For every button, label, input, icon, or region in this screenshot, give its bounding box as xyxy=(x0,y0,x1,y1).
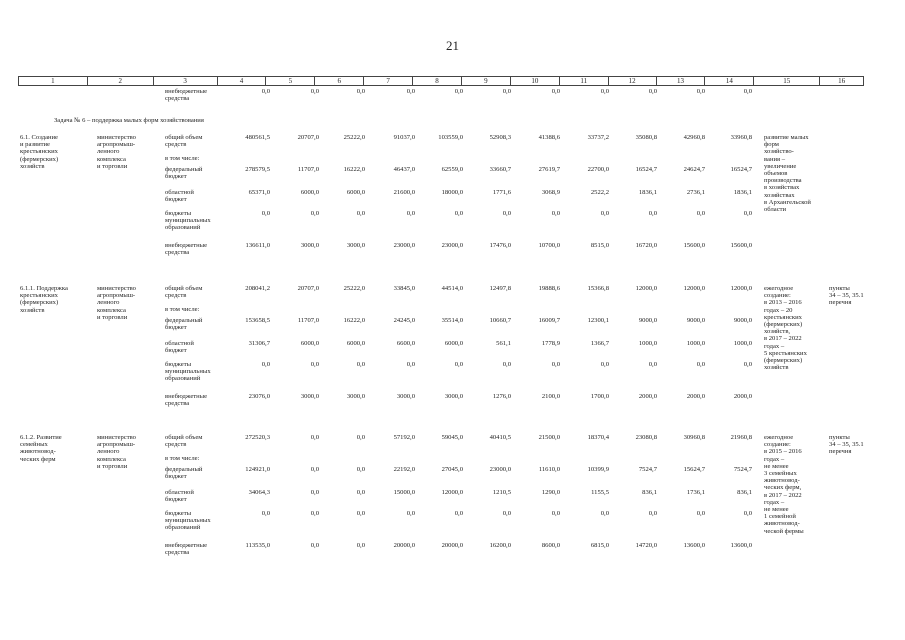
cell-value: 35080,8 xyxy=(635,134,657,141)
cell-value: 41388,6 xyxy=(538,134,560,141)
column-number-8: 8 xyxy=(413,77,462,85)
cell-value: 30960,8 xyxy=(683,434,705,441)
cell-value: 1290,0 xyxy=(541,489,560,496)
row-label: общий объем средств xyxy=(165,434,203,449)
cell-value: 25222,0 xyxy=(343,285,365,292)
cell-value: 1000,0 xyxy=(733,340,752,347)
cell-value: 25222,0 xyxy=(343,134,365,141)
cell-value: 16524,7 xyxy=(635,166,657,173)
cell-value: 62559,0 xyxy=(441,166,463,173)
cell-value: 9000,0 xyxy=(733,317,752,324)
cell-value: 136611,0 xyxy=(245,242,270,249)
cell-value: 23000,0 xyxy=(441,242,463,249)
cell-value: 16009,7 xyxy=(538,317,560,324)
cell-value: 278579,5 xyxy=(245,166,270,173)
cell-value: 3000,0 xyxy=(300,242,319,249)
section-refs: пункты 34 – 35, 35.1 перечня xyxy=(829,434,864,456)
cell-value: 15600,0 xyxy=(730,242,752,249)
cell-value: 113535,0 xyxy=(245,542,270,549)
cell-value: 0,0 xyxy=(454,510,463,517)
row-label: областной бюджет xyxy=(165,189,194,204)
row-label: областной бюджет xyxy=(165,340,194,355)
cell-value: 21960,8 xyxy=(730,434,752,441)
column-number-13: 13 xyxy=(657,77,706,85)
cell-value: 0,0 xyxy=(356,434,365,441)
cell-value: 18000,0 xyxy=(441,189,463,196)
row-label: общий объем средств xyxy=(165,134,203,149)
cell-value: 6000,0 xyxy=(444,340,463,347)
cell-value: 8515,0 xyxy=(590,242,609,249)
cell-value: 35514,0 xyxy=(441,317,463,324)
cell-value: 0,0 xyxy=(310,489,319,496)
cell-value: 0,0 xyxy=(551,210,560,217)
row-label: в том числе: xyxy=(165,306,200,313)
cell-value: 1778,9 xyxy=(541,340,560,347)
cell-value: 3000,0 xyxy=(346,242,365,249)
cell-value: 10700,0 xyxy=(538,242,560,249)
cell-value: 23000,0 xyxy=(393,242,415,249)
cell-value: 3000,0 xyxy=(396,393,415,400)
cell-value: 0,0 xyxy=(743,510,752,517)
cell-value: 0,0 xyxy=(743,88,752,95)
row-label: областной бюджет xyxy=(165,489,194,504)
cell-value: 20000,0 xyxy=(441,542,463,549)
cell-value: 1736,1 xyxy=(686,489,705,496)
cell-value: 0,0 xyxy=(551,361,560,368)
row-label: бюджеты муниципальных образований xyxy=(165,510,211,532)
cell-value: 0,0 xyxy=(454,88,463,95)
cell-value: 2000,0 xyxy=(686,393,705,400)
column-number-9: 9 xyxy=(462,77,511,85)
cell-value: 9000,0 xyxy=(638,317,657,324)
cell-value: 0,0 xyxy=(502,210,511,217)
section-result: ежегодное создание: в 2015 – 2016 годах – не менее 3 семейных животновод- ческих ферм, в 2017 – 2022 годах – не менее 1 семейной животновод- ческой фермы xyxy=(764,434,804,535)
row-label: внебюджетные средства xyxy=(165,88,208,103)
cell-value: 6000,0 xyxy=(346,340,365,347)
cell-value: 272520,3 xyxy=(245,434,270,441)
cell-value: 0,0 xyxy=(406,361,415,368)
cell-value: 0,0 xyxy=(648,361,657,368)
cell-value: 1000,0 xyxy=(686,340,705,347)
cell-value: 0,0 xyxy=(696,510,705,517)
cell-value: 0,0 xyxy=(406,88,415,95)
row-label: внебюджетные средства xyxy=(165,393,208,408)
cell-value: 27045,0 xyxy=(441,466,463,473)
cell-value: 16200,0 xyxy=(489,542,511,549)
section-executor: министерство агропромыш- ленного комплекса и торговли xyxy=(97,434,136,470)
cell-value: 12300,1 xyxy=(587,317,609,324)
cell-value: 0,0 xyxy=(356,361,365,368)
column-number-7: 7 xyxy=(364,77,413,85)
cell-value: 11610,0 xyxy=(538,466,560,473)
cell-value: 0,0 xyxy=(356,210,365,217)
cell-value: 6000,0 xyxy=(300,340,319,347)
column-number-11: 11 xyxy=(560,77,609,85)
cell-value: 0,0 xyxy=(356,542,365,549)
cell-value: 7524,7 xyxy=(638,466,657,473)
cell-value: 18370,4 xyxy=(587,434,609,441)
cell-value: 1700,0 xyxy=(590,393,609,400)
cell-value: 16222,0 xyxy=(343,166,365,173)
page-number: 21 xyxy=(446,38,459,53)
cell-value: 10399,9 xyxy=(587,466,609,473)
cell-value: 91037,0 xyxy=(393,134,415,141)
cell-value: 0,0 xyxy=(356,88,365,95)
column-number-10: 10 xyxy=(511,77,560,85)
cell-value: 2736,1 xyxy=(686,189,705,196)
cell-value: 0,0 xyxy=(696,88,705,95)
cell-value: 0,0 xyxy=(551,88,560,95)
column-number-6: 6 xyxy=(315,77,364,85)
cell-value: 21500,0 xyxy=(538,434,560,441)
cell-value: 23000,0 xyxy=(489,466,511,473)
cell-value: 52908,3 xyxy=(489,134,511,141)
cell-value: 19888,6 xyxy=(538,285,560,292)
column-header-row xyxy=(18,76,864,86)
cell-value: 15624,7 xyxy=(683,466,705,473)
section-name: 6.1.1. Поддержка крестьянских (фермерских) хозяйств xyxy=(20,285,68,314)
cell-value: 0,0 xyxy=(743,210,752,217)
column-number-4: 4 xyxy=(218,77,267,85)
cell-value: 59045,0 xyxy=(441,434,463,441)
section-refs: пункты 34 – 35, 35.1 перечня xyxy=(829,285,864,307)
cell-value: 3068,9 xyxy=(541,189,560,196)
cell-value: 3000,0 xyxy=(444,393,463,400)
cell-value: 12497,8 xyxy=(489,285,511,292)
cell-value: 15366,8 xyxy=(587,285,609,292)
cell-value: 0,0 xyxy=(310,434,319,441)
cell-value: 7524,7 xyxy=(733,466,752,473)
cell-value: 22192,0 xyxy=(393,466,415,473)
cell-value: 57192,0 xyxy=(393,434,415,441)
section-name: 6.1. Создание и развитие крестьянских (фермерских) хозяйств xyxy=(20,134,59,170)
cell-value: 8600,0 xyxy=(541,542,560,549)
cell-value: 124921,0 xyxy=(245,466,270,473)
row-label: внебюджетные средства xyxy=(165,542,208,557)
cell-value: 0,0 xyxy=(356,510,365,517)
cell-value: 0,0 xyxy=(743,361,752,368)
cell-value: 20707,0 xyxy=(297,285,319,292)
cell-value: 0,0 xyxy=(261,361,270,368)
cell-value: 6815,0 xyxy=(590,542,609,549)
cell-value: 1836,1 xyxy=(638,189,657,196)
row-label: федеральный бюджет xyxy=(165,466,203,481)
cell-value: 0,0 xyxy=(261,510,270,517)
cell-value: 1836,1 xyxy=(733,189,752,196)
cell-value: 0,0 xyxy=(406,210,415,217)
cell-value: 2522,2 xyxy=(590,189,609,196)
cell-value: 0,0 xyxy=(454,210,463,217)
cell-value: 40410,5 xyxy=(489,434,511,441)
cell-value: 0,0 xyxy=(310,510,319,517)
cell-value: 33660,7 xyxy=(489,166,511,173)
cell-value: 65371,0 xyxy=(248,189,270,196)
cell-value: 103559,0 xyxy=(438,134,463,141)
row-label: общий объем средств xyxy=(165,285,203,300)
cell-value: 6000,0 xyxy=(300,189,319,196)
section-executor: министерство агропромыш- ленного комплекса и торговли xyxy=(97,285,136,321)
cell-value: 1276,0 xyxy=(492,393,511,400)
cell-value: 34064,3 xyxy=(248,489,270,496)
cell-value: 14720,0 xyxy=(635,542,657,549)
cell-value: 15000,0 xyxy=(393,489,415,496)
cell-value: 11707,0 xyxy=(297,166,319,173)
cell-value: 0,0 xyxy=(310,361,319,368)
cell-value: 208041,2 xyxy=(245,285,270,292)
cell-value: 44514,0 xyxy=(441,285,463,292)
column-number-15: 15 xyxy=(754,77,820,85)
cell-value: 20707,0 xyxy=(297,134,319,141)
cell-value: 0,0 xyxy=(454,361,463,368)
cell-value: 16524,7 xyxy=(730,166,752,173)
column-number-12: 12 xyxy=(609,77,657,85)
cell-value: 9000,0 xyxy=(686,317,705,324)
column-number-2: 2 xyxy=(88,77,154,85)
cell-value: 836,1 xyxy=(737,489,752,496)
cell-value: 17476,0 xyxy=(489,242,511,249)
cell-value: 0,0 xyxy=(261,88,270,95)
section-executor: министерство агропромыш- ленного комплекса и торговли xyxy=(97,134,136,170)
section-result: развитие малых форм хозяйство- вания – увеличение объемов производства в хозяйствах хозяйствах в Архангельской области xyxy=(764,134,811,214)
cell-value: 0,0 xyxy=(696,210,705,217)
cell-value: 16222,0 xyxy=(343,317,365,324)
cell-value: 1155,5 xyxy=(591,489,609,496)
cell-value: 2100,0 xyxy=(541,393,560,400)
column-number-14: 14 xyxy=(705,77,754,85)
cell-value: 6600,0 xyxy=(396,340,415,347)
cell-value: 0,0 xyxy=(356,466,365,473)
cell-value: 1366,7 xyxy=(590,340,609,347)
cell-value: 20000,0 xyxy=(393,542,415,549)
cell-value: 42960,8 xyxy=(683,134,705,141)
cell-value: 12000,0 xyxy=(730,285,752,292)
cell-value: 0,0 xyxy=(502,361,511,368)
cell-value: 0,0 xyxy=(600,510,609,517)
cell-value: 13600,0 xyxy=(683,542,705,549)
cell-value: 16720,0 xyxy=(635,242,657,249)
cell-value: 46437,0 xyxy=(393,166,415,173)
cell-value: 24245,0 xyxy=(393,317,415,324)
cell-value: 22700,0 xyxy=(587,166,609,173)
cell-value: 0,0 xyxy=(502,88,511,95)
cell-value: 0,0 xyxy=(551,510,560,517)
cell-value: 12000,0 xyxy=(635,285,657,292)
cell-value: 27619,7 xyxy=(538,166,560,173)
cell-value: 3000,0 xyxy=(300,393,319,400)
column-number-16: 16 xyxy=(838,77,846,85)
row-label: в том числе: xyxy=(165,455,200,462)
cell-value: 0,0 xyxy=(696,361,705,368)
cell-value: 2000,0 xyxy=(638,393,657,400)
cell-value: 0,0 xyxy=(648,510,657,517)
row-label: внебюджетные средства xyxy=(165,242,208,257)
cell-value: 480561,5 xyxy=(245,134,270,141)
section-result: ежегодное создание: в 2013 – 2016 годах – 20 крестьянских (фермерских) хозяйств, в 2017 – 2022 годах – 5 крестьянских (фермерских) хозяйств xyxy=(764,285,807,372)
cell-value: 12000,0 xyxy=(441,489,463,496)
cell-value: 31306,7 xyxy=(248,340,270,347)
cell-value: 21600,0 xyxy=(393,189,415,196)
cell-value: 23076,0 xyxy=(248,393,270,400)
cell-value: 0,0 xyxy=(600,361,609,368)
cell-value: 1210,5 xyxy=(492,489,511,496)
row-label: федеральный бюджет xyxy=(165,166,203,181)
row-label: бюджеты муниципальных образований xyxy=(165,361,211,383)
column-number-3: 3 xyxy=(154,77,218,85)
cell-value: 561,1 xyxy=(496,340,511,347)
section-name: 6.1.2. Развитие семейных животновод- ческих ферм xyxy=(20,434,62,463)
cell-value: 11707,0 xyxy=(297,317,319,324)
row-label: бюджеты муниципальных образований xyxy=(165,210,211,232)
cell-value: 0,0 xyxy=(502,510,511,517)
cell-value: 0,0 xyxy=(356,489,365,496)
cell-value: 0,0 xyxy=(600,210,609,217)
cell-value: 0,0 xyxy=(310,88,319,95)
task-title: Задача № 6 – поддержка малых форм хозяйствования xyxy=(54,117,204,124)
cell-value: 33845,0 xyxy=(393,285,415,292)
cell-value: 0,0 xyxy=(406,510,415,517)
column-number-1: 1 xyxy=(19,77,88,85)
cell-value: 0,0 xyxy=(310,210,319,217)
cell-value: 0,0 xyxy=(648,88,657,95)
cell-value: 153658,5 xyxy=(245,317,270,324)
cell-value: 24624,7 xyxy=(683,166,705,173)
cell-value: 33737,2 xyxy=(587,134,609,141)
cell-value: 2000,0 xyxy=(733,393,752,400)
cell-value: 33960,8 xyxy=(730,134,752,141)
cell-value: 15600,0 xyxy=(683,242,705,249)
cell-value: 0,0 xyxy=(600,88,609,95)
cell-value: 10660,7 xyxy=(489,317,511,324)
cell-value: 0,0 xyxy=(310,466,319,473)
cell-value: 3000,0 xyxy=(346,393,365,400)
cell-value: 12000,0 xyxy=(683,285,705,292)
cell-value: 0,0 xyxy=(648,210,657,217)
cell-value: 0,0 xyxy=(310,542,319,549)
column-number-5: 5 xyxy=(266,77,315,85)
row-label: федеральный бюджет xyxy=(165,317,203,332)
cell-value: 836,1 xyxy=(642,489,657,496)
row-label: в том числе: xyxy=(165,155,200,162)
cell-value: 0,0 xyxy=(261,210,270,217)
cell-value: 6000,0 xyxy=(346,189,365,196)
cell-value: 1000,0 xyxy=(638,340,657,347)
cell-value: 23080,8 xyxy=(635,434,657,441)
cell-value: 1771,6 xyxy=(492,189,511,196)
cell-value: 13600,0 xyxy=(730,542,752,549)
